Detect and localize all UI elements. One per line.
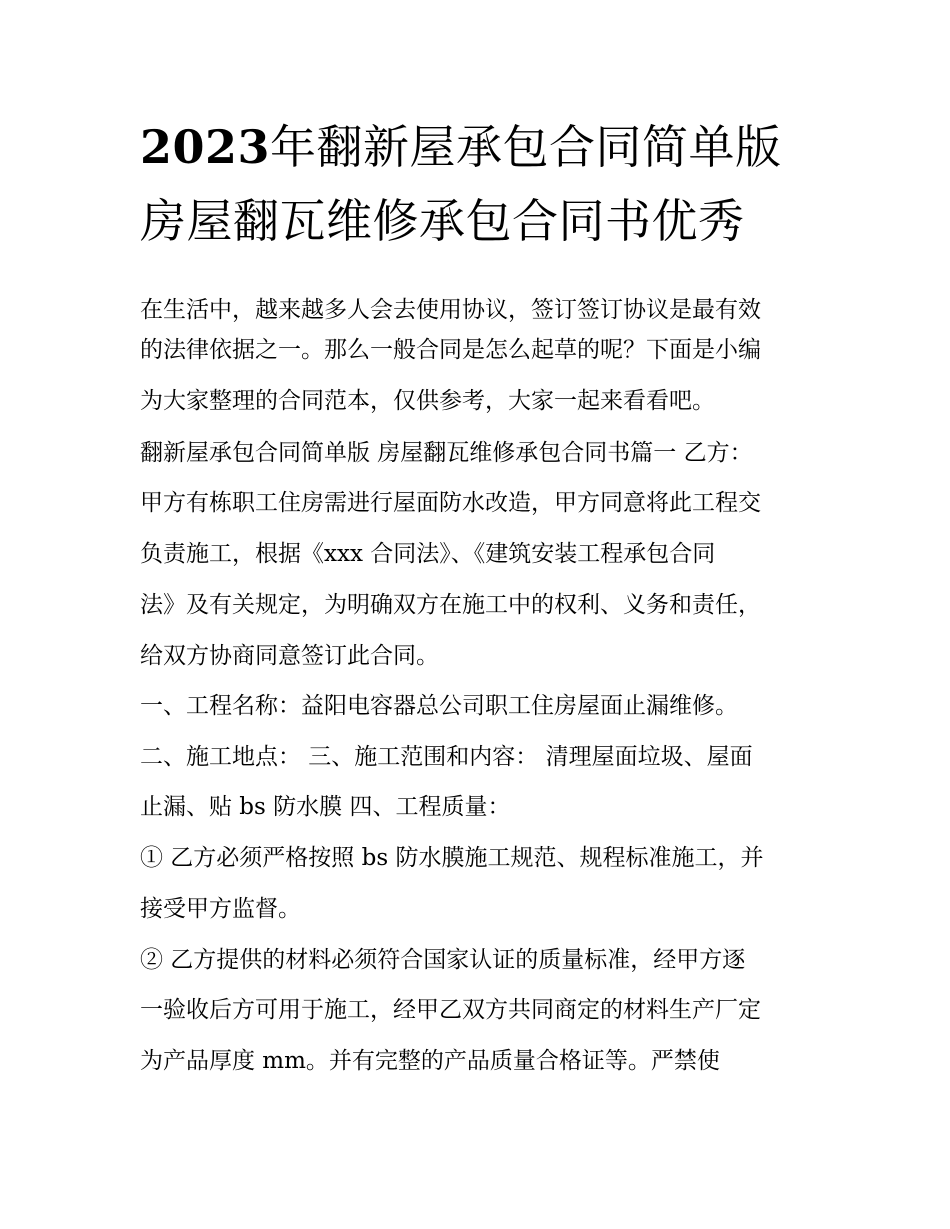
- title-line-1-text: 年翻新屋承包合同简单版: [270, 120, 782, 174]
- body-line-6: 负责施工，根据《xxx 合同法》、《建筑安装工程承包合同: [140, 541, 716, 567]
- body-line-11: 止漏、贴 bs 防水膜 四、工程质量：: [140, 794, 511, 820]
- body-line-13: 接受甲方监督。: [140, 896, 301, 922]
- body-line-5: 甲方有栋职工住房需进行屋面防水改造，甲方同意将此工程交: [140, 490, 761, 516]
- body-line-10: 二、施工地点： 三、施工范围和内容： 清理屋面垃圾、屋面: [140, 744, 753, 770]
- body-line-4: 翻新屋承包合同简单版 房屋翻瓦维修承包合同书篇一 乙方：: [140, 440, 753, 466]
- body-line-9: 一、工程名称：益阳电容器总公司职工住房屋面止漏维修。: [140, 693, 738, 719]
- body-line-14: ② 乙方提供的材料必须符合国家认证的质量标准，经甲方逐: [140, 947, 746, 973]
- body-line-1: 在生活中，越来越多人会去使用协议，签订签订协议是最有效: [140, 297, 761, 323]
- body-line-12: ① 乙方必须严格按照 bs 防水膜施工规范、规程标准施工，并: [140, 845, 764, 871]
- body-line-8: 给双方协商同意签订此合同。: [140, 643, 439, 669]
- title-year: 2023: [140, 120, 271, 174]
- body-line-2: 的法律依据之一。那么一般合同是怎么起草的呢？下面是小编: [140, 337, 761, 363]
- body-line-7: 法》及有关规定，为明确双方在施工中的权利、义务和责任，: [140, 592, 761, 618]
- body-line-15: 一验收后方可用于施工，经甲乙双方共同商定的材料生产厂定: [140, 997, 761, 1023]
- document-title-line-2: 房屋翻瓦维修承包合同书优秀: [140, 194, 745, 248]
- document-title-line-1: [140, 120, 820, 174]
- body-line-16: 为产品厚度 mm。并有完整的产品质量合格证等。严禁使: [140, 1048, 720, 1074]
- body-line-3: 为大家整理的合同范本，仅供参考，大家一起来看看吧。: [140, 388, 715, 414]
